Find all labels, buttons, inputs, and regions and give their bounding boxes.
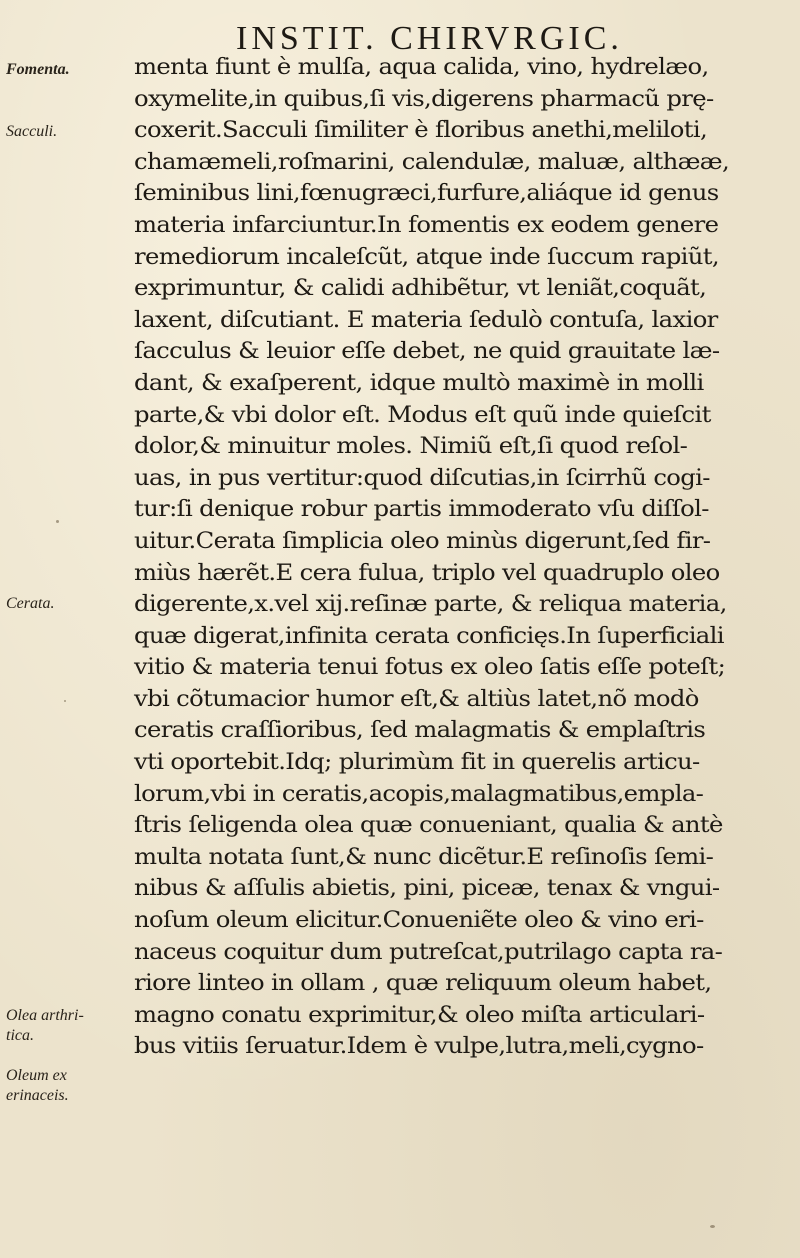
margin-note-sacculi (6, 122, 57, 142)
text-line: coxerit.Sacculi ſimiliter è floribus anethi,meliloti, (134, 117, 708, 144)
text-line: riore linteo in ollam , quæ reliquum oleum habet, (134, 970, 712, 997)
running-title: INSTIT. CHIRVRGIC. (236, 20, 623, 57)
paper-speck (710, 1225, 715, 1228)
body-text (134, 52, 784, 1063)
paper-speck (56, 520, 59, 523)
margin-note-fomenta (6, 60, 70, 80)
text-line: remediorum incaleſcũt, atque inde ſuccum rapiũt, (134, 243, 719, 270)
margin-note-oleum-line-1: Oleum ex (6, 1067, 67, 1084)
text-line: quæ digerat,infinita cerata conficięs.In ſuperficiali (134, 622, 724, 649)
text-line: parte,& vbi dolor eſt. Modus eſt quũ inde quieſcit (134, 401, 711, 428)
text-line: noſum oleum elicitur.Conueniẽte oleo & vino eri- (134, 907, 704, 934)
text-line: dant, & exaſperent, idque multò maximè in molli (134, 369, 704, 396)
margin-note-oleum-line-2: erinaceis. (6, 1087, 69, 1104)
text-line: vitio & materia tenui fotus ex oleo ſatis eſſe poteſt; (134, 654, 726, 681)
text-line: laxent, diſcutiant. E materia ſedulò contuſa, laxior (134, 306, 718, 333)
margin-note-olea-line-2: tica. (6, 1027, 34, 1044)
margin-note-oleum-erinaceis (6, 1066, 69, 1106)
text-line: ceratis craſſioribus, ſed malagmatis & emplaſtris (134, 717, 706, 744)
text-line: bus vitiis ſeruatur.Idem è vulpe,lutra,meli,cygno- (134, 1033, 704, 1060)
paper-speck (64, 700, 66, 702)
text-line: uitur.Cerata ſimplicia oleo minùs digerunt,ſed fir- (134, 527, 711, 554)
text-line: lorum,vbi in ceratis,acopis,malagmatibus,empla- (134, 780, 704, 807)
text-line: vbi cõtumacior humor eſt,& altiùs latet,nõ modò (134, 685, 699, 712)
text-line: dolor,& minuitur moles. Nimiũ eſt,ſi quod reſol- (134, 433, 688, 460)
margin-note-cerata (6, 594, 54, 614)
text-line: menta fiunt è mulſa, aqua calida, vino, hydrelæo, (134, 54, 709, 80)
text-line: nibus & aſſulis abietis, pini, piceæ, tenax & vngui- (134, 875, 720, 902)
margin-note-cerata-text: Cerata. (6, 595, 55, 612)
margin-note-sacculi-text: Sacculi. (6, 123, 58, 140)
text-line: ſtris ſeligenda olea quæ conueniant, qualia & antè (134, 812, 723, 839)
text-line: naceus coquitur dum putreſcat,putrilago capta ra- (134, 938, 723, 965)
text-line: digerente,x.vel xij.reſinæ parte, & reliqua materia, (134, 591, 727, 618)
text-line: multa notata ſunt,& nunc dicẽtur.E reſinoſis ſemi- (134, 843, 714, 870)
text-line: chamæmeli,roſmarini, calendulæ, maluæ, althææ, (134, 148, 730, 175)
text-line: exprimuntur, & calidi adhibẽtur, vt leniãt,coquãt, (134, 275, 707, 302)
margin-note-olea-arthritica (6, 1006, 84, 1046)
text-line: vti oportebit.Idq; plurimùm fit in querelis articu- (134, 749, 700, 776)
margin-note-fomenta-text: Fomenta. (6, 61, 70, 78)
text-line: uas, in pus vertitur:quod diſcutias,in ſcirrhũ cogi- (134, 464, 710, 491)
margin-note-olea-line-1: Olea arthri- (6, 1007, 84, 1024)
text-line: tur:ſi denique robur partis immoderato vſu diſſol- (134, 496, 709, 523)
text-line: ſeminibus lini,fœnugræci,furfure,aliáque id genus (134, 180, 719, 207)
text-line: miùs hærẽt.E cera fulua, triplo vel quadruplo oleo (134, 559, 720, 586)
text-line: ſacculus & leuior eſſe debet, ne quid grauitate læ- (134, 338, 720, 365)
text-line: materia infarciuntur.In fomentis ex eodem genere (134, 211, 719, 238)
text-line: oxymelite,in quibus,ſi vis,digerens pharmacũ prę- (134, 85, 714, 112)
text-line: magno conatu exprimitur,& oleo miſta articulari- (134, 1001, 705, 1028)
